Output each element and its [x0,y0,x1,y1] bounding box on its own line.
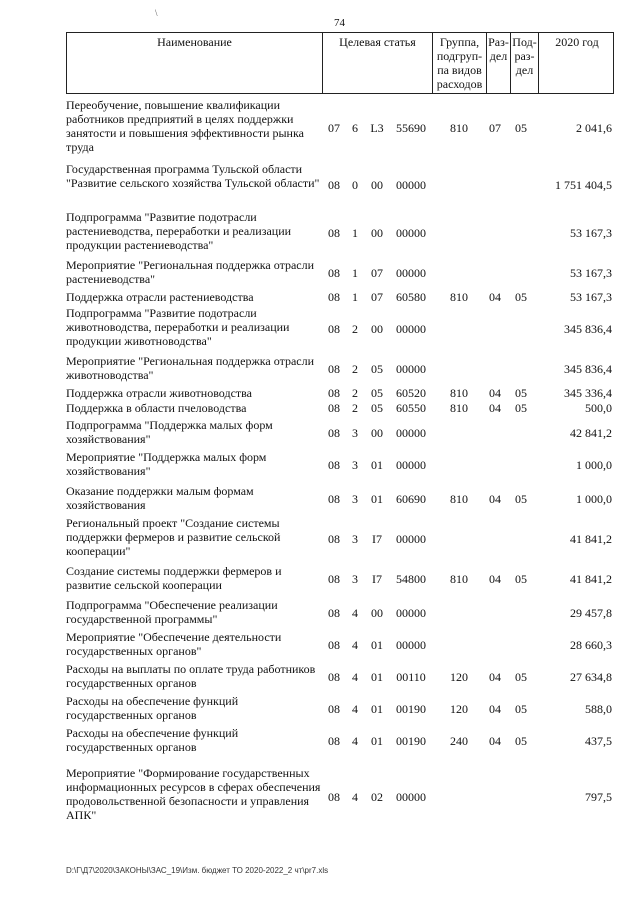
table-row [66,662,614,692]
cell-code-direction: 00000 [396,638,426,652]
cell-code-subprogram: 3 [352,572,358,586]
corner-mark: \ [155,8,158,18]
cell-amount: 53 167,3 [570,266,612,280]
cell-section: 04 [489,702,501,716]
cell-code-direction: 00000 [396,226,426,240]
cell-subsection: 05 [515,290,527,304]
cell-code-event: 01 [371,670,383,684]
cell-amount: 2 041,6 [576,121,612,135]
cell-amount: 42 841,2 [570,426,612,440]
cell-code-subprogram: 0 [352,178,358,192]
cell-amount: 28 660,3 [570,638,612,652]
table-row [66,306,614,352]
cell-subsection: 05 [515,572,527,586]
table-row [66,630,614,660]
row-name: Мероприятие "Региональная поддержка отрасли животноводства" [66,354,315,382]
cell-amount: 500,0 [585,401,612,415]
cell-subsection: 05 [515,734,527,748]
cell-code-event: 00 [371,226,383,240]
cell-code-subprogram: 1 [352,290,358,304]
cell-code-program: 08 [328,638,340,652]
row-name: Подпрограмма "Развитие подотрасли растениеводства, переработки и реализации продукции растениеводства" [66,210,292,252]
table-row [66,98,614,158]
header-expense-group: Группа, подгруп- па видов расходов [433,33,487,93]
cell-code-event: 01 [371,702,383,716]
cell-subsection: 05 [515,121,527,135]
cell-expense-group: 120 [450,702,468,716]
cell-code-direction: 60690 [396,492,426,506]
row-name: Поддержка в области пчеловодства [66,401,247,415]
header-name: Наименование [67,33,323,93]
cell-code-direction: 00000 [396,532,426,546]
cell-code-direction: 55690 [396,121,426,135]
cell-section: 04 [489,290,501,304]
cell-code-direction: 60580 [396,290,426,304]
cell-amount: 41 841,2 [570,572,612,586]
row-name: Создание системы поддержки фермеров и развитие сельской кооперации [66,564,282,592]
row-name: Переобучение, повышение квалификации работников предприятий в целях поддержки занятости и повышения эффективности рынка труда [66,98,304,154]
cell-code-subprogram: 3 [352,492,358,506]
cell-expense-group: 810 [450,386,468,400]
cell-section: 04 [489,670,501,684]
cell-amount: 27 634,8 [570,670,612,684]
cell-code-event: 00 [371,426,383,440]
cell-code-direction: 00000 [396,266,426,280]
cell-code-direction: 60550 [396,401,426,415]
cell-amount: 345 836,4 [564,322,612,336]
cell-subsection: 05 [515,386,527,400]
cell-code-subprogram: 1 [352,226,358,240]
cell-code-direction: 00000 [396,458,426,472]
cell-code-direction: 00000 [396,606,426,620]
cell-code-subprogram: 4 [352,606,358,620]
table-row [66,484,614,514]
cell-code-program: 08 [328,492,340,506]
cell-code-program: 08 [328,426,340,440]
table-row [66,418,614,448]
table-row [66,258,614,288]
row-name: Оказание поддержки малым формам хозяйствования [66,484,254,512]
cell-section: 04 [489,572,501,586]
cell-subsection: 05 [515,670,527,684]
row-name: Расходы на обеспечение функций государственных органов [66,694,239,722]
cell-amount: 797,5 [585,790,612,804]
row-name: Расходы на обеспечение функций государственных органов [66,726,239,754]
cell-code-subprogram: 2 [352,386,358,400]
cell-code-subprogram: 2 [352,322,358,336]
table-row [66,694,614,724]
cell-code-direction: 54800 [396,572,426,586]
cell-code-event: 00 [371,178,383,192]
cell-code-subprogram: 2 [352,362,358,376]
table-row [66,162,614,208]
row-name: Поддержка отрасли животноводства [66,386,252,400]
table-row [66,516,614,562]
row-name: Подпрограмма "Развитие подотрасли животноводства, переработки и реализации продукции животноводства" [66,306,290,348]
cell-code-event: 01 [371,734,383,748]
cell-code-direction: 00000 [396,790,426,804]
cell-code-event: 05 [371,362,383,376]
cell-subsection: 05 [515,401,527,415]
cell-code-event: I7 [372,532,382,546]
cell-code-event: 01 [371,638,383,652]
cell-section: 04 [489,386,501,400]
cell-code-direction: 00000 [396,362,426,376]
row-name: Государственная программа Тульской области "Развитие сельского хозяйства Тульской области" [66,162,320,190]
cell-code-program: 08 [328,606,340,620]
cell-code-subprogram: 6 [352,121,358,135]
cell-subsection: 05 [515,702,527,716]
cell-code-program: 08 [328,290,340,304]
cell-code-program: 08 [328,790,340,804]
table-row [66,726,614,756]
cell-expense-group: 810 [450,290,468,304]
table-row [66,564,614,594]
cell-code-direction: 00190 [396,702,426,716]
cell-amount: 588,0 [585,702,612,716]
cell-expense-group: 240 [450,734,468,748]
cell-code-program: 08 [328,226,340,240]
cell-code-program: 08 [328,266,340,280]
cell-code-event: 05 [371,386,383,400]
cell-code-program: 08 [328,362,340,376]
row-name: Мероприятие "Формирование государственных информационных ресурсов в сферах обеспечения продовольственной безопасности и управления АПК" [66,766,321,822]
table-row [66,401,614,415]
header-section: Раз- дел [487,33,511,93]
cell-amount: 437,5 [585,734,612,748]
table-row [66,354,614,384]
cell-code-program: 08 [328,734,340,748]
cell-code-program: 08 [328,532,340,546]
cell-code-subprogram: 2 [352,401,358,415]
row-name: Мероприятие "Обеспечение деятельности государственных органов" [66,630,282,658]
header-subsection: Под- раз- дел [511,33,539,93]
cell-code-program: 08 [328,458,340,472]
cell-code-subprogram: 3 [352,532,358,546]
row-name: Поддержка отрасли растениеводства [66,290,254,304]
cell-expense-group: 810 [450,572,468,586]
table-row [66,210,614,256]
cell-code-subprogram: 4 [352,670,358,684]
cell-code-event: 00 [371,322,383,336]
cell-code-direction: 00110 [396,670,426,684]
page-number: 74 [334,17,345,29]
cell-section: 07 [489,121,501,135]
cell-code-subprogram: 4 [352,638,358,652]
cell-code-program: 08 [328,670,340,684]
cell-code-program: 08 [328,702,340,716]
cell-amount: 53 167,3 [570,290,612,304]
cell-code-program: 08 [328,178,340,192]
cell-code-subprogram: 4 [352,734,358,748]
file-path-footer: D:\Г\Д7\2020\ЗАКОНЫ\ЗАС_19\Изм. бюджет ТО 2020-2022_2 чт\pr7.xls [66,866,329,875]
cell-code-subprogram: 3 [352,426,358,440]
cell-section: 04 [489,492,501,506]
cell-code-program: 07 [328,121,340,135]
row-name: Подпрограмма "Поддержка малых форм хозяйствования" [66,418,273,446]
cell-code-event: 07 [371,266,383,280]
row-name: Расходы на выплаты по оплате труда работников государственных органов [66,662,316,690]
cell-code-direction: 60520 [396,386,426,400]
cell-amount: 41 841,2 [570,532,612,546]
cell-expense-group: 810 [450,401,468,415]
cell-amount: 1 751 404,5 [555,178,612,192]
cell-amount: 1 000,0 [576,492,612,506]
table-row [66,766,614,828]
cell-amount: 53 167,3 [570,226,612,240]
cell-code-program: 08 [328,386,340,400]
cell-code-subprogram: 1 [352,266,358,280]
cell-amount: 345 836,4 [564,362,612,376]
cell-expense-group: 120 [450,670,468,684]
cell-section: 04 [489,401,501,415]
table-row [66,290,614,304]
header-target-article: Целевая статья [323,33,433,93]
cell-code-direction: 00000 [396,322,426,336]
table-row [66,450,614,480]
cell-code-direction: 00000 [396,178,426,192]
table-row [66,386,614,400]
cell-amount: 29 457,8 [570,606,612,620]
table-row [66,598,614,628]
cell-code-event: 05 [371,401,383,415]
cell-code-program: 08 [328,322,340,336]
cell-code-event: 07 [371,290,383,304]
row-name: Мероприятие "Региональная поддержка отрасли растениеводства" [66,258,315,286]
cell-code-event: I7 [372,572,382,586]
cell-amount: 345 336,4 [564,386,612,400]
row-name: Мероприятие "Поддержка малых форм хозяйствования" [66,450,267,478]
cell-code-direction: 00000 [396,426,426,440]
row-name: Подпрограмма "Обеспечение реализации государственной программы" [66,598,278,626]
header-year: 2020 год [555,35,599,49]
cell-code-event: 01 [371,492,383,506]
cell-amount: 1 000,0 [576,458,612,472]
cell-code-subprogram: 4 [352,702,358,716]
cell-code-event: 02 [371,790,383,804]
row-name: Региональный проект "Создание системы поддержки фермеров и развитие сельской кооперации" [66,516,281,558]
cell-expense-group: 810 [450,492,468,506]
table-header [66,32,614,94]
cell-code-subprogram: 4 [352,790,358,804]
cell-code-event: L3 [370,121,384,135]
cell-section: 04 [489,734,501,748]
cell-code-direction: 00190 [396,734,426,748]
cell-expense-group: 810 [450,121,468,135]
cell-code-program: 08 [328,572,340,586]
cell-code-program: 08 [328,401,340,415]
cell-code-event: 01 [371,458,383,472]
cell-code-event: 00 [371,606,383,620]
cell-code-subprogram: 3 [352,458,358,472]
cell-subsection: 05 [515,492,527,506]
